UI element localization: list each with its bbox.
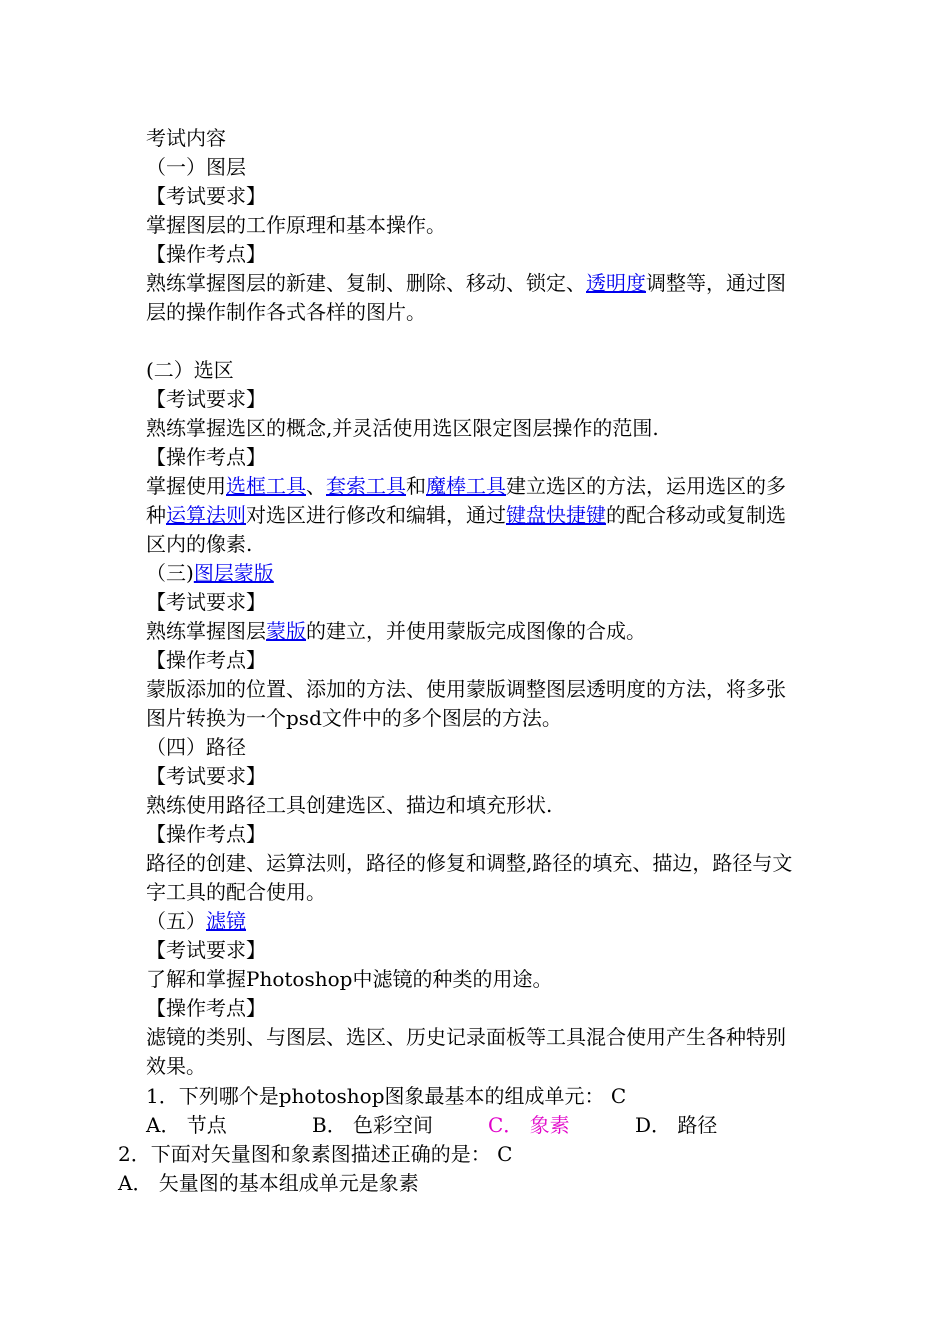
section-4-op-line-1: 路径的创建、运算法则，路径的修复和调整,路径的填充、描边，路径与文 — [146, 851, 793, 875]
question-2: 2．下面对矢量图和象素图描述正确的是： C — [118, 1142, 513, 1166]
section-5-op-label: 【操作考点】 — [146, 996, 266, 1020]
section-4-req-label: 【考试要求】 — [146, 764, 266, 788]
link-filters[interactable]: 滤镜 — [206, 909, 246, 933]
doc-title: 考试内容 — [146, 126, 226, 150]
text-span: 对选区进行修改和编辑，通过 — [246, 503, 506, 527]
text-span: 、 — [306, 474, 326, 498]
section-5-op-line-2: 效果。 — [146, 1054, 206, 1078]
question-2-option-a: A． 矢量图的基本组成单元是象素 — [118, 1171, 419, 1195]
section-1-op-label: 【操作考点】 — [146, 242, 266, 266]
section-4-op-line-2: 字工具的配合使用。 — [146, 880, 326, 904]
section-1-req-text: 掌握图层的工作原理和基本操作。 — [146, 213, 446, 237]
section-3-heading — [146, 559, 274, 588]
section-5-op-line-1: 滤镜的类别、与图层、选区、历史记录面板等工具混合使用产生各种特别 — [146, 1025, 786, 1049]
option-b: B． 色彩空间 — [312, 1113, 434, 1137]
option-d: D． 路径 — [635, 1113, 718, 1137]
text-span: 掌握使用 — [146, 474, 226, 498]
section-1-op-line-1 — [146, 269, 786, 298]
section-5-req-label: 【考试要求】 — [146, 938, 266, 962]
link-magic-wand-tool[interactable]: 魔棒工具 — [426, 474, 506, 498]
section-2-op-line-1 — [146, 472, 786, 501]
section-1-heading: （一）图层 — [146, 155, 246, 179]
section-4-op-label: 【操作考点】 — [146, 822, 266, 846]
section-2-req-text: 熟练掌握选区的概念,并灵活使用选区限定图层操作的范围. — [146, 416, 659, 440]
section-5-req-text: 了解和掌握Photoshop中滤镜的种类的用途。 — [146, 967, 553, 991]
section-2-req-label: 【考试要求】 — [146, 387, 266, 411]
link-layer-mask[interactable]: 图层蒙版 — [193, 561, 274, 585]
section-2-op-label: 【操作考点】 — [146, 445, 266, 469]
option-a: A． 节点 — [146, 1113, 227, 1137]
section-2-op-line-2 — [146, 501, 786, 530]
text-span: 种 — [146, 503, 166, 527]
section-5-heading — [146, 907, 246, 936]
section-3-op-line-2: 图片转换为一个psd文件中的多个图层的方法。 — [146, 706, 562, 730]
option-c-answer: C． 象素 — [488, 1113, 570, 1137]
section-2-heading: (二）选区 — [146, 358, 234, 382]
section-3-req-label: 【考试要求】 — [146, 590, 266, 614]
link-mask[interactable]: 蒙版 — [266, 619, 306, 643]
section-1-op-line-2: 层的操作制作各式各样的图片。 — [146, 300, 426, 324]
text-span: 和 — [406, 474, 426, 498]
text-span: （五） — [146, 909, 206, 933]
text-span: 的配合移动或复制选 — [606, 503, 786, 527]
section-4-req-text: 熟练使用路径工具创建选区、描边和填充形状. — [146, 793, 553, 817]
text-span: 熟练掌握图层的新建、复制、删除、移动、锁定、 — [146, 271, 586, 295]
link-keyboard-shortcuts[interactable]: 键盘快捷键 — [506, 503, 606, 527]
section-3-op-label: 【操作考点】 — [146, 648, 266, 672]
link-transparency[interactable]: 透明度 — [586, 271, 646, 295]
question-1: 1．下列哪个是photoshop图象最基本的组成单元： C — [146, 1084, 627, 1108]
text-span: 建立选区的方法，运用选区的多 — [506, 474, 786, 498]
section-1-req-label: 【考试要求】 — [146, 184, 266, 208]
link-operation-rules[interactable]: 运算法则 — [166, 503, 246, 527]
section-4-heading: （四）路径 — [146, 735, 246, 759]
section-3-req-text — [146, 617, 646, 646]
section-2-op-line-3: 区内的像素. — [146, 532, 253, 556]
text-span: 熟练掌握图层 — [146, 619, 266, 643]
text-span: （三) — [146, 561, 194, 585]
section-3-op-line-1: 蒙版添加的位置、添加的方法、使用蒙版调整图层透明度的方法，将多张 — [146, 677, 786, 701]
link-marquee-tool[interactable]: 选框工具 — [226, 474, 306, 498]
link-lasso-tool[interactable]: 套索工具 — [326, 474, 406, 498]
text-span: 调整等，通过图 — [646, 271, 786, 295]
text-span: 的建立，并使用蒙版完成图像的合成。 — [306, 619, 646, 643]
